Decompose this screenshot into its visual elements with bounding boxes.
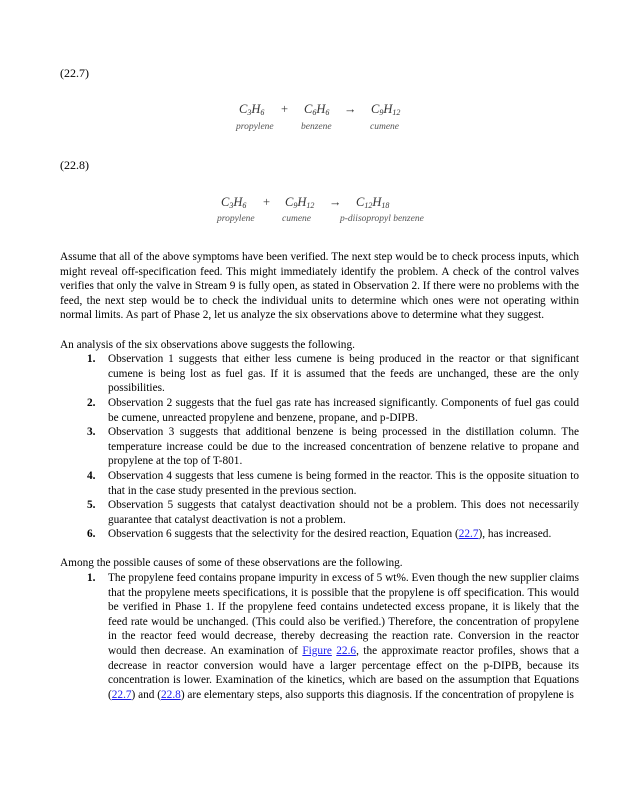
compound-name: p-diisopropyl benzene	[340, 214, 424, 224]
list-item: 2. Observation 2 suggests that the fuel gas rate has increased significantly. Components of fuel gas could be cumene, unreacted propylene and benzene, propane, and p-DIPB.	[87, 396, 579, 424]
list-item: 3. Observation 3 suggests that additional benzene is being processed in the distillation column. The temperature increase could be due to the increased concentration of benzene relative to propane and propylene at the top of T-801.	[87, 426, 579, 468]
equation-link[interactable]: 22.7	[111, 688, 132, 701]
compound-name: propylene	[236, 122, 274, 132]
compound-name: propylene	[217, 214, 255, 224]
list-item: 5. Observation 5 suggests that catalyst deactivation should not be a problem. This does not necessarily guarantee that catalyst deactivation is not a problem.	[87, 499, 579, 526]
formula-term: $C_6H_6$	[304, 102, 330, 117]
list-item: 4. Observation 4 suggests that less cumene is being formed in the reactor. This is the opposite situation to that in the case study presented in the previous section.	[87, 469, 579, 497]
plus-sign: +	[263, 195, 271, 209]
equation-label: (22.8)	[60, 158, 89, 172]
formula-term: $C_3H_6$	[221, 195, 247, 210]
analysis-lead: An analysis of the six observations above suggests the following.	[60, 338, 355, 351]
equation-link[interactable]: 22.7	[458, 528, 479, 541]
list-item: 1. The propylene feed contains propane impurity in excess of 5 wt%. Even though the new supplier claims that the propylene meets specifications, it is possible that the propylene is off specification. This would be verified in Phase 1. If the propylene feed contains undetected excess propane, it is likely that the feed rate would be unchanged. (This could also be verified.) Therefore, the concentration of propylene in the reactor feed would decrease, thereby decreasing the reaction rate. Conversion in the reactor would then decrease. An examination of Figure 22.6, the approximate reactor profiles, shows that a decrease in reactor conversion would have a larger percentage effect on the p-DIPB, because its concentration is lower. Examination of the kinetics, which are based on the assumption that Equations (22.7) and (22.8) are elementary steps, also supports this diagnosis. If the concentration of propylene is	[87, 572, 579, 701]
compound-name: benzene	[301, 122, 332, 132]
formula-term: $C_9H_{12}$	[371, 102, 401, 117]
equation-label: (22.7)	[60, 66, 89, 80]
formula-term: $C_9H_{12}$	[285, 195, 315, 210]
reaction-arrow: →	[329, 195, 342, 209]
figure-number-link[interactable]: 22.6	[336, 645, 357, 658]
body-text	[60, 250, 579, 702]
intro-paragraph: Assume that all of the above symptoms have been verified. The next step would be to check process inputs, which might reveal off-specification feed. This might immediately identify the problem. A check of the control valves verifies that only the valve in Stream 9 is fully open, as stated in Observation 2. If there were no problems with the feed, the next step would be to check the individual units to determine which ones were not operating within normal limits. As part of Phase 2, let us analyze the six observations above to determine what they suggest.	[60, 251, 579, 322]
compound-name: cumene	[282, 214, 312, 224]
list-item: 6. Observation 6 suggests that the selectivity for the desired reaction, Equation (22.7), has increased.	[87, 528, 552, 541]
formula-term: $C_3H_6$	[239, 102, 265, 117]
causes-lead: Among the possible causes of some of these observations are the following.	[60, 557, 403, 570]
reaction-arrow: →	[344, 102, 357, 116]
causes-list	[60, 571, 579, 702]
figure-link[interactable]: Figure	[302, 645, 332, 658]
list-item: 1. Observation 1 suggests that either less cumene is being produced in the reactor or that significant cumene is being lost as fuel gas. If it is assumed that the feeds are unchanged, these are the only possibilities.	[87, 353, 579, 395]
analysis-list	[60, 352, 579, 542]
formula-term: $C_{12}H_{18}$	[356, 195, 390, 210]
plus-sign: +	[281, 102, 289, 116]
equation-link[interactable]: 22.8	[161, 688, 181, 701]
compound-name: cumene	[370, 122, 400, 132]
